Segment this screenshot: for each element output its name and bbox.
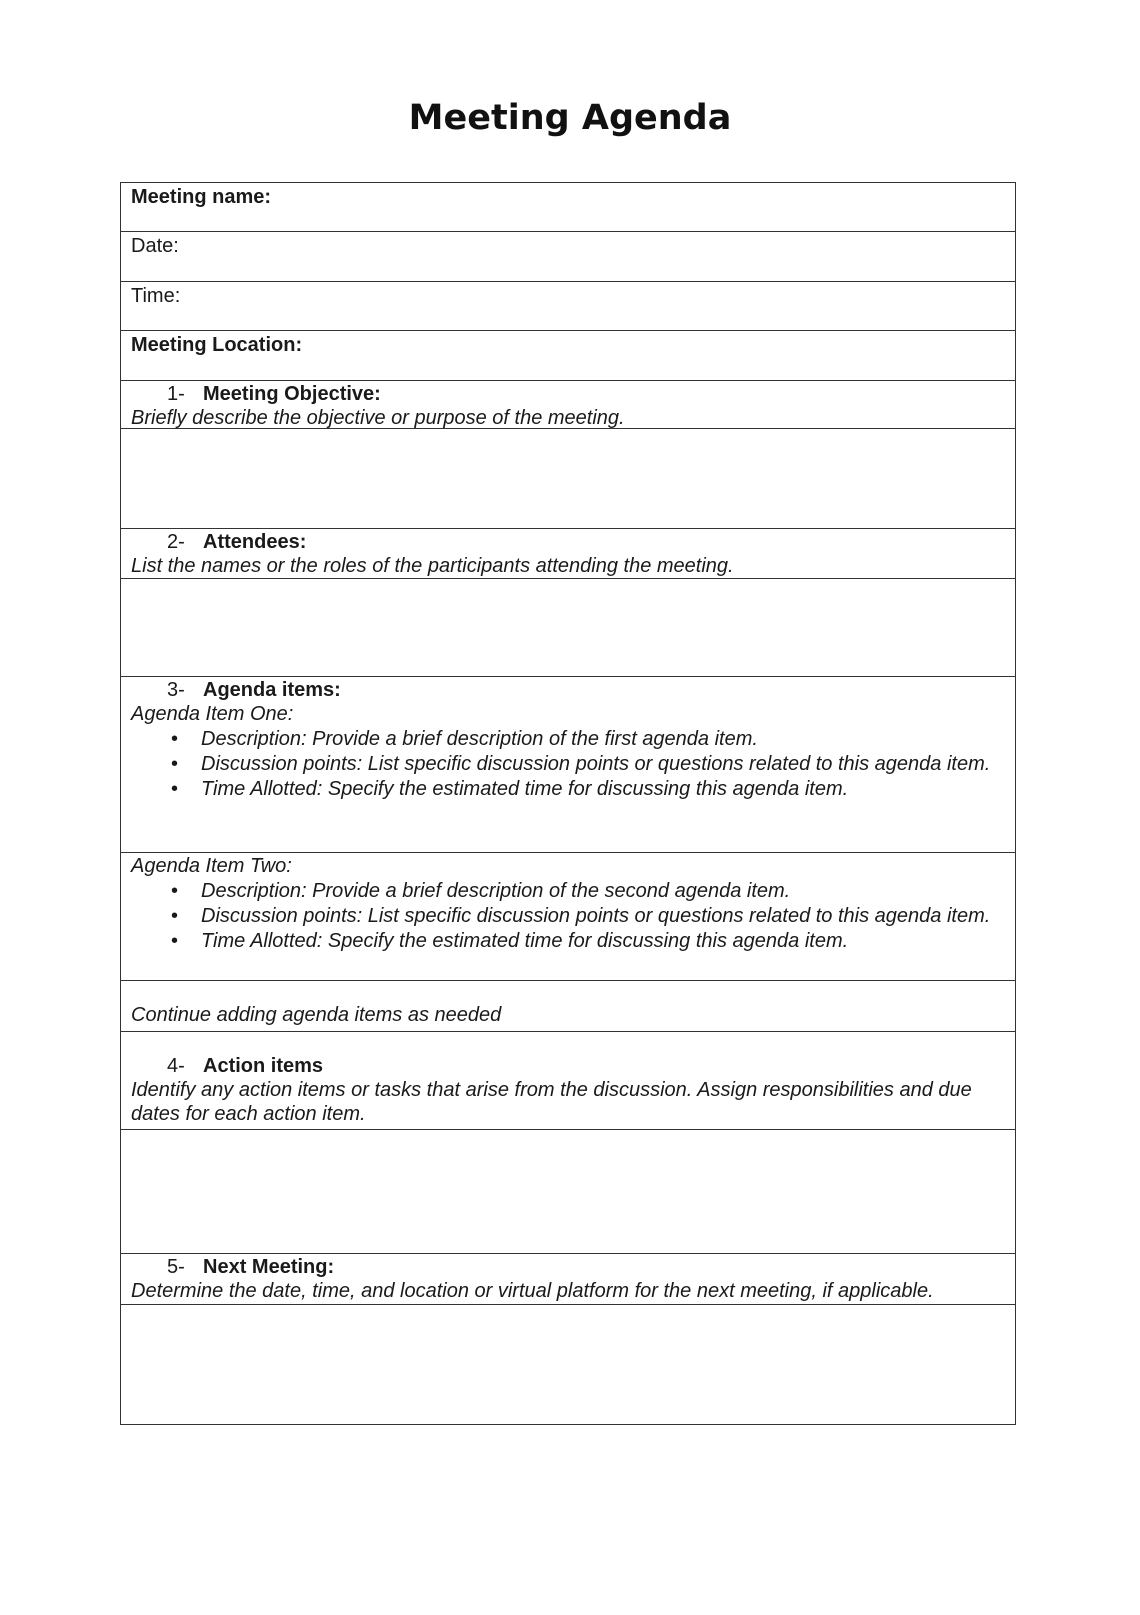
bullet-icon: • — [171, 753, 179, 775]
list-item — [171, 777, 1005, 801]
time-row[interactable] — [121, 281, 1015, 330]
meeting-name-row[interactable] — [121, 183, 1015, 231]
next-meeting-heading-text: Next Meeting: — [203, 1256, 335, 1278]
continue-note-row — [121, 980, 1015, 1031]
next-meeting-instruction: Determine the date, time, and location or virtual platform for the next meeting, if applicable. — [131, 1280, 934, 1302]
time-label: Time: — [131, 285, 181, 307]
bullet-text: Discussion points: List specific discussion points or questions related to this agenda item. — [201, 905, 991, 927]
bullet-icon: • — [171, 778, 179, 800]
next-meeting-input-area[interactable] — [121, 1304, 1015, 1424]
agenda-item-two-row — [121, 852, 1015, 980]
objective-heading-text: Meeting Objective: — [203, 383, 381, 405]
document-title: Meeting Agenda — [408, 98, 732, 138]
continue-note: Continue adding agenda items as needed — [131, 1004, 502, 1026]
objective-heading — [131, 381, 1005, 406]
attendees-number: 2- — [167, 531, 185, 553]
bullet-icon: • — [171, 728, 179, 750]
next-meeting-heading — [131, 1254, 1005, 1279]
next-meeting-number: 5- — [167, 1256, 185, 1278]
bullet-icon: • — [171, 880, 179, 902]
action-items-heading-text: Action items — [203, 1055, 324, 1077]
bullet-text: Time Allotted: Specify the estimated time for discussing this agenda item. — [201, 930, 849, 952]
action-items-number: 4- — [167, 1055, 185, 1077]
action-items-heading — [131, 1032, 1005, 1078]
attendees-instruction: List the names or the roles of the participants attending the meeting. — [131, 555, 734, 577]
objective-number: 1- — [167, 383, 185, 405]
attendees-heading-text: Attendees: — [203, 531, 307, 553]
agenda-form — [120, 182, 1016, 1425]
bullet-text: Discussion points: List specific discussion points or questions related to this agenda item. — [201, 753, 991, 775]
objective-instruction: Briefly describe the objective or purpose of the meeting. — [131, 407, 625, 429]
meeting-location-row[interactable] — [121, 330, 1015, 380]
attendees-input-area[interactable] — [121, 578, 1015, 676]
agenda-item-one-bullets — [131, 727, 1005, 801]
objective-input-area[interactable] — [121, 428, 1015, 528]
list-item — [171, 752, 1005, 776]
meeting-name-label: Meeting name: — [131, 186, 272, 208]
list-item — [171, 904, 1005, 928]
date-row[interactable] — [121, 231, 1015, 281]
attendees-heading — [131, 529, 1005, 554]
agenda-item-two-bullets — [131, 879, 1005, 953]
list-item — [171, 879, 1005, 903]
list-item — [171, 727, 1005, 751]
list-item — [171, 929, 1005, 953]
next-meeting-header-row — [121, 1253, 1015, 1304]
bullet-icon: • — [171, 930, 179, 952]
bullet-text: Description: Provide a brief description of the second agenda item. — [201, 880, 791, 902]
action-items-input-area[interactable] — [121, 1129, 1015, 1253]
action-items-header-row — [121, 1031, 1015, 1129]
meeting-location-label: Meeting Location: — [131, 334, 303, 356]
agenda-items-heading — [131, 677, 1005, 702]
agenda-item-two-label: Agenda Item Two: — [131, 855, 292, 877]
bullet-text: Description: Provide a brief description of the first agenda item. — [201, 728, 758, 750]
objective-header-row — [121, 380, 1015, 428]
agenda-item-one-row — [121, 676, 1015, 852]
bullet-icon: • — [171, 905, 179, 927]
date-label: Date: — [131, 235, 179, 257]
agenda-items-heading-text: Agenda items: — [203, 679, 341, 701]
attendees-header-row — [121, 528, 1015, 578]
bullet-text: Time Allotted: Specify the estimated time for discussing this agenda item. — [201, 778, 849, 800]
action-items-instruction: Identify any action items or tasks that arise from the discussion. Assign responsibilities and due dates for each action item. — [131, 1079, 972, 1125]
agenda-item-one-label: Agenda Item One: — [131, 703, 294, 725]
agenda-items-number: 3- — [167, 679, 185, 701]
